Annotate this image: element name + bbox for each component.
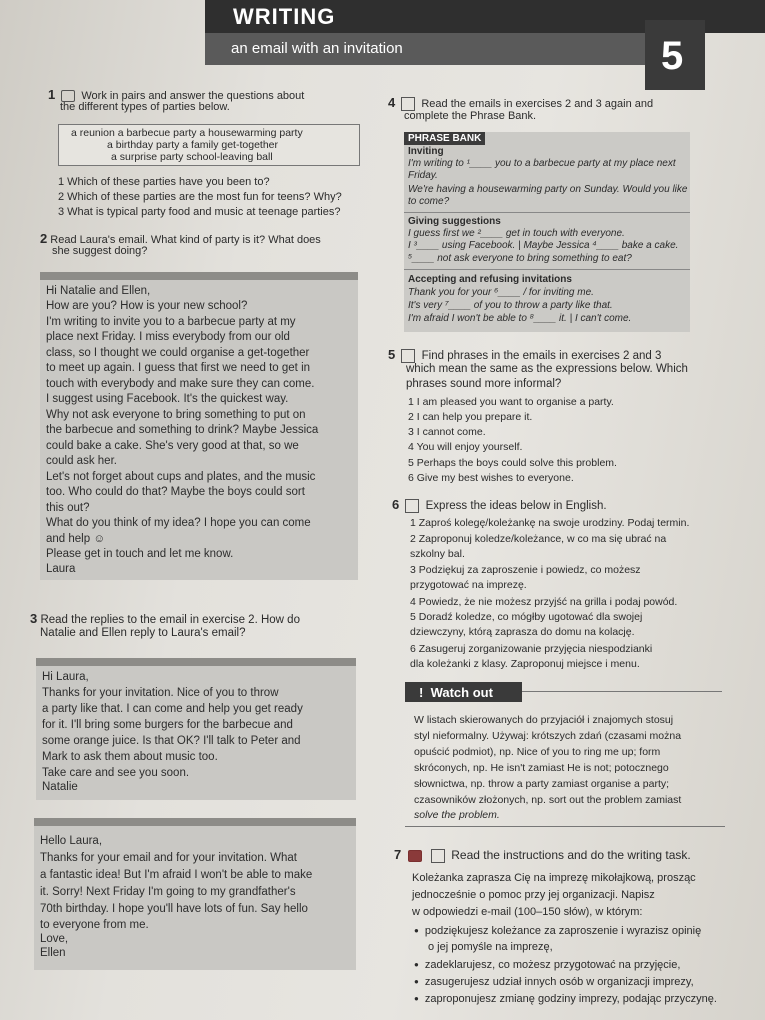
ex4-number: 4 xyxy=(388,95,396,110)
ex4-instruction-line: Read the emails in exercises 2 and 3 again and xyxy=(421,98,654,110)
ex1-question: 3 What is typical party food and music at teenage parties? xyxy=(58,206,341,218)
email-line: place next Friday. I miss everybody from our old xyxy=(46,331,290,343)
watch-out-line: styl nieformalny. Używaj: krótszych zdań (czasami można xyxy=(414,730,682,742)
email-line: a party like that. I can come and help you get ready xyxy=(42,703,303,715)
watch-out-title: Watch out xyxy=(430,685,493,700)
ex6-item: przygotować na imprezę. xyxy=(410,579,527,591)
email-line: Hi Natalie and Ellen, xyxy=(46,285,151,297)
word-box-line: a birthday party a family get-together xyxy=(107,139,279,151)
ex5-item: 2 I can help you prepare it. xyxy=(408,411,533,423)
phrase-line: It's very ⁷____ of you to throw a party like that. xyxy=(408,300,613,311)
phrase-bank-section: Giving suggestions xyxy=(408,216,501,227)
unit-number: 5 xyxy=(661,34,684,78)
phrase-line: I guess first we ²____ get in touch with everyone. xyxy=(408,228,625,239)
ex5-item: 6 Give my best wishes to everyone. xyxy=(408,472,574,484)
watch-out-line: słownictwa, np. throw a party zamiast organise a party; xyxy=(414,778,670,790)
ex6-instruction: Express the ideas below in English. xyxy=(425,500,607,512)
email-line: could ask her. xyxy=(46,455,117,467)
watch-out-line: czasowników złożonych, np. sort out the problem zamiast xyxy=(414,794,682,806)
ex2-instruction-line: she suggest doing? xyxy=(52,245,148,257)
word-box-line: a reunion a barbecue party a housewarming party xyxy=(71,127,303,139)
ex7-bullet: ● podziękujesz koleżance za zaproszenie i wyrazisz opinię xyxy=(414,924,701,938)
email-line: for it. I'll bring some burgers for the barbecue and xyxy=(42,719,293,731)
watch-out-box xyxy=(405,682,522,702)
unit-number-badge xyxy=(645,20,705,90)
ex5-instruction-line: which mean the same as the expressions below. Which xyxy=(406,363,688,375)
ex7-bullet: ● zadeklarujesz, co możesz przygotować na przyjęcie, xyxy=(414,958,680,972)
email-line: it. Sorry! Next Friday I'm going to my grandfather's xyxy=(40,886,296,898)
watch-out-divider xyxy=(522,691,722,692)
email-line: Natalie xyxy=(42,781,78,793)
ex5-item: 5 Perhaps the boys could solve this problem. xyxy=(408,457,617,469)
ex4-heading xyxy=(388,96,653,111)
ex6-item: 3 Podziękuj za zaproszenie i powiedz, co możesz xyxy=(410,564,641,576)
writing-icon xyxy=(401,349,415,363)
email-line: some orange juice. Is that OK? I'll talk to Peter and xyxy=(42,735,301,747)
email-line: Hi Laura, xyxy=(42,671,89,683)
ex6-item: szkolny bal. xyxy=(410,548,465,560)
email-line: a fantastic idea! But I'm afraid I won't be able to make xyxy=(40,869,313,881)
email-line: to meet up again. I guess that first we need to get in xyxy=(46,362,311,374)
email-line: to everyone from me. xyxy=(40,919,149,931)
phrase-line: I'm afraid I won't be able to ⁸____ it. | I can't come. xyxy=(408,313,632,324)
ex6-number: 6 xyxy=(392,497,400,512)
phrase-line: I ³____ using Facebook. | Maybe Jessica ⁴____ bake a cake. xyxy=(408,240,679,251)
phrase-line: I'm writing to ¹____ you to a barbecue party at my place next xyxy=(408,158,676,169)
ex6-item: 5 Doradź koledze, co mógłby ugotować dla swojej xyxy=(410,611,643,623)
ex6-heading xyxy=(392,498,607,513)
section-title: WRITING xyxy=(233,4,336,29)
watch-out-line: opuścić podmiot), np. Nice of you to ring me up; form xyxy=(414,746,661,758)
ex6-item: dla koleżanki z klasy. Zaproponuj miejsce i menu. xyxy=(410,658,640,670)
ex7-bullet: ● zaproponujesz zmianę godziny imprezy, podając przyczynę. xyxy=(414,992,717,1006)
ex1-number: 1 xyxy=(48,87,56,102)
email-line: the barbecue and something to drink? Maybe Jessica xyxy=(46,424,319,436)
email-line: Please get in touch and let me know. xyxy=(46,548,234,560)
email-header-bar xyxy=(40,272,358,280)
watch-out-line: skróconych, np. He isn't zamiast He is not; potocznego xyxy=(414,762,669,774)
email-line: What do you think of my idea? I hope you can come xyxy=(46,517,311,529)
ex1-instruction-line: Work in pairs and answer the questions about xyxy=(81,90,305,102)
ex3-heading xyxy=(30,612,300,627)
email-line: Why not ask everyone to bring something to put on xyxy=(46,409,306,421)
ex7-heading xyxy=(394,848,691,863)
section-subtitle-bar xyxy=(205,33,645,65)
ex4-instruction-line: complete the Phrase Bank. xyxy=(404,110,537,122)
email-line: 70th birthday. I hope you'll have lots of fun. Say hello xyxy=(40,903,308,915)
phrase-line: Thank you for your ⁶____ / for inviting me. xyxy=(408,287,594,298)
ex5-instruction-line: phrases sound more informal? xyxy=(406,378,562,390)
ex6-item: 4 Powiedz, że nie możesz przyjść na grilla i podaj powód. xyxy=(410,596,678,608)
phrase-line: We're having a housewarming party on Sunday. Would you like xyxy=(408,184,688,195)
word-box-line: a surprise party school-leaving ball xyxy=(111,151,273,163)
ex3-number: 3 xyxy=(30,611,38,626)
ex1-question: 1 Which of these parties have you been to? xyxy=(58,176,270,188)
email-line: Love, xyxy=(40,933,69,945)
ex7-task-line: Koleżanka zaprasza Cię na imprezę mikołajkową, prosząc xyxy=(412,872,696,884)
ex2-instruction-line: Read Laura's email. What kind of party is it? What does xyxy=(50,234,321,246)
watch-out-divider xyxy=(405,826,725,827)
ex5-heading xyxy=(388,348,661,363)
email-line: I'm writing to invite you to a barbecue party at my xyxy=(46,316,296,328)
writing-icon xyxy=(401,97,415,111)
exam-book-icon xyxy=(408,850,422,862)
email-line: Thanks for your email and for your invitation. What xyxy=(40,852,297,864)
ex1-question: 2 Which of these parties are the most fun for teens? Why? xyxy=(58,191,342,203)
email-header-bar xyxy=(34,818,356,826)
watch-out-line: solve the problem. xyxy=(414,809,500,821)
writing-icon xyxy=(431,849,445,863)
ex7-task-line: w odpowiedzi e-mail (100–150 słów), w którym: xyxy=(412,906,643,918)
phrase-bank-section: Inviting xyxy=(408,146,444,157)
ex7-instruction: Read the instructions and do the writing task. xyxy=(451,848,691,862)
ex6-item: 6 Zasugeruj zorganizowanie przyjęcia niespodzianki xyxy=(410,643,653,655)
email-line: Let's not forget about cups and plates, and the music xyxy=(46,471,316,483)
email-line: and help ☺ xyxy=(46,533,106,545)
phrase-bank-title: PHRASE BANK xyxy=(404,132,485,145)
email-line: this out? xyxy=(46,502,90,514)
ex7-number: 7 xyxy=(394,847,402,862)
watch-out-line: W listach skierowanych do przyjaciół i znajomych stosuj xyxy=(414,714,674,726)
email-line: Thanks for your invitation. Nice of you to throw xyxy=(42,687,279,699)
phrase-bank-divider xyxy=(404,269,690,270)
phrase-line: to come? xyxy=(408,196,450,207)
ex3-instruction-line: Natalie and Ellen reply to Laura's email? xyxy=(40,627,246,639)
word-box xyxy=(58,124,360,166)
ex5-item: 4 You will enjoy yourself. xyxy=(408,441,523,453)
exclamation-icon: ! xyxy=(419,685,424,700)
ex6-item: dziewczyny, którą zaprasza do domu na kolację. xyxy=(410,626,635,638)
email-line: How are you? How is your new school? xyxy=(46,300,248,312)
email-line: touch with everybody and make sure they can come. xyxy=(46,378,315,390)
email-line: Take care and see you soon. xyxy=(42,767,190,779)
watch-out-label xyxy=(419,685,493,700)
ex7-bullet: ● zasugerujesz udział innych osób w organizacji imprezy, xyxy=(414,975,694,989)
ex1-instruction-line: the different types of parties below. xyxy=(60,101,230,113)
email-line: class, so I thought we could organise a get-together xyxy=(46,347,310,359)
phrase-bank-divider xyxy=(404,212,690,213)
section-subtitle: an email with an invitation xyxy=(231,40,403,57)
natalie-email xyxy=(36,658,356,800)
ex5-instruction-line: Find phrases in the emails in exercises 2 and 3 xyxy=(421,350,662,362)
email-line: Hello Laura, xyxy=(40,835,103,847)
ex5-number: 5 xyxy=(388,347,396,362)
email-line: could bake a cake. She's very good at that, so we xyxy=(46,440,299,452)
phrase-line: Friday. xyxy=(408,170,438,181)
email-header-bar xyxy=(36,658,356,666)
ex5-item: 3 I cannot come. xyxy=(408,426,486,438)
phrase-bank xyxy=(404,132,690,332)
ex6-item: 1 Zaproś kolegę/koleżankę na swoje urodziny. Podaj termin. xyxy=(410,517,690,529)
ex2-number: 2 xyxy=(40,231,48,246)
writing-icon xyxy=(405,499,419,513)
ex7-task-line: jednocześnie o pomoc przy jej organizacji. Napisz xyxy=(412,889,655,901)
email-line: Mark to ask them about music too. xyxy=(42,751,218,763)
ex5-item: 1 I am pleased you want to organise a party. xyxy=(408,396,614,408)
laura-email xyxy=(40,272,358,580)
email-line: I suggest using Facebook. It's the quickest way. xyxy=(46,393,289,405)
ex7-bullet-continuation: o jej pomyśle na imprezę, xyxy=(428,941,553,953)
email-line: too. Who could do that? Maybe the boys could sort xyxy=(46,486,305,498)
phrase-bank-section: Accepting and refusing invitations xyxy=(408,274,572,285)
ex6-item: 2 Zaproponuj koledze/koleżance, w co ma się ubrać na xyxy=(410,533,667,545)
phrase-line: ⁵____ not ask everyone to bring something to eat? xyxy=(408,253,632,264)
ellen-email xyxy=(34,818,356,970)
ex3-instruction-line: Read the replies to the email in exercise 2. How do xyxy=(40,614,300,626)
email-line: Laura xyxy=(46,563,76,575)
email-line: Ellen xyxy=(40,947,66,959)
